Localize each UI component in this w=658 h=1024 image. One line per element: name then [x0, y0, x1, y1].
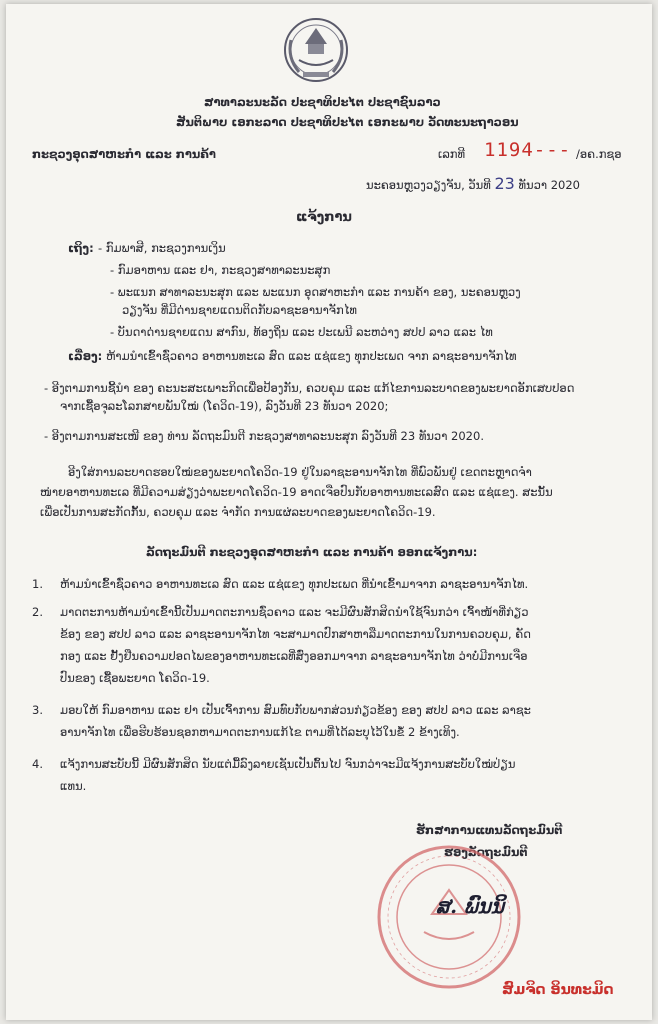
header-line-1: ສາທາລະນະລັດ ປະຊາທິປະໄຕ ປະຊາຊົນລາວ: [204, 95, 441, 109]
recipient-item: - ກົມອາຫານ ແລະ ຢາ, ກະຊວງສາທາລະນະສຸກ: [110, 263, 331, 277]
signature-on-behalf: ຮັກສາການແທນລັດຖະມົນຕີ: [416, 823, 563, 837]
point-number: 2.: [32, 605, 43, 619]
recipient-item: ວຽງຈັນ ທີ່ມີດ່ານຊາຍແດນຕິດກັບລາຊະອານາຈັກໄທ: [122, 303, 357, 317]
subject-text: ຫ້າມນຳເຂົ້າຊົ່ວຄາວ ອາຫານທະເລ ສົດ ແລະ ແຊ່ແຂງ ທຸກປະເພດ ຈາກ ລາຊະອານາຈັກໄທ: [106, 349, 517, 363]
date-day: 23: [494, 174, 515, 193]
point-number: 1.: [32, 577, 43, 591]
page-title: ແຈ້ງການ: [296, 210, 352, 225]
recipients-label: ເຖິງ:: [68, 241, 94, 255]
reference-suffix: /ອຄ.ກຊອ: [576, 147, 622, 161]
date-rest: ທັນວາ 2020: [518, 178, 580, 192]
reference-number: 1194---: [484, 139, 572, 161]
point-line: ຫ້າມນຳເຂົ້າຊົ່ວຄາວ ອາຫານທະເລ ສົດ ແລະ ແຊ່ແຂງ ທຸກປະເພດ ທີ່ນຳເຂົ້າມາຈາກ ລາຊະອານາຈັກໄທ.: [60, 577, 529, 591]
reference-label: ເລກທີ: [438, 147, 466, 161]
point-line: ແທນ.: [60, 779, 87, 793]
document-page: [6, 4, 652, 1020]
signature-deputy-title: ຮອງລັດຖະມົນຕີ: [444, 845, 528, 859]
point-line: ແຈ້ງການສະບັບນີ້ ມີຜົນສັກສິດ ນັບແຕ່ມື້ລົງລາຍເຊັນເປັນຕົ້ນໄປ ຈົນກວ່າຈະມີແຈ້ງການສະບັບໃໝ່ປ່ຽນ: [60, 757, 516, 771]
date-line: [366, 176, 580, 193]
intro-line: ອີງໃສ່ການລະບາດຮອບໃໝ່ຂອງພະຍາດໂຄວິດ-19 ຢູ່ໃນລາຊະອານາຈັກໄທ ທີ່ພົວພັນຢູ່ ເຂດຕະຫຼາດຈຳ: [68, 465, 532, 479]
handwritten-signature: ສ. ພົນນິ: [436, 894, 505, 918]
point-line: ປົນຂອງ ເຊື້ອພະຍາດ ໂຄວິດ-19.: [60, 671, 210, 685]
reference-item: - ອີງຕາມການຊີ້ນຳ ຂອງ ຄະນະສະເພາະກິດເພື່ອປ້ອງກັນ, ຄວບຄຸມ ແລະ ແກ້ໄຂການລະບາດຂອງພະຍາດອັກເສບປອດ: [44, 381, 575, 395]
point-line: ຂ້ອງ ຂອງ ສປປ ລາວ ແລະ ລາຊະອານາຈັກໄທ ຈະສາມາດປົກສາຫາລືມາດຕະການໃນການຄວບຄຸມ, ຄັດ: [60, 627, 531, 641]
point-line: ອານາຈັກໄທ ເພື່ອຮີບຮ້ອນຊອກຫາມາດຕະການແກ້ໄຂ ຕາມທີ່ໄດ້ລະບຸໄວ້ໃນຂໍ້ 2 ຂ້າງເທິງ.: [60, 725, 460, 739]
point-line: ມອບໃຫ້ ກົມອາຫານ ແລະ ຢາ ເປັນເຈົ້າການ ສົມທົບກັບພາກສ່ວນກ່ຽວຂ້ອງ ຂອງ ສປປ ລາວ ແລະ ລາຊະ: [60, 703, 531, 717]
point-number: 3.: [32, 703, 43, 717]
recipient-item: - ກົມພາສີ, ກະຊວງການເງິນ: [98, 241, 226, 255]
point-line: ມາດຕະການຫ້າມນຳເຂົ້ານີ້ເປັນມາດຕະການຊົ່ວຄາວ ແລະ ຈະມີຜົນສັກສິດນຳໃຊ້ຈົນກວ່າ ເຈົ້າໜ້າທີ່ກ່ຽວ: [60, 605, 529, 619]
recipient-item: - ບັນດາດ່ານຊາຍແດນ ສາກົນ, ທ້ອງຖິ່ນ ແລະ ປະເພນີ ລະຫວ່າງ ສປປ ລາວ ແລະ ໄທ: [110, 325, 493, 339]
intro-line: ເພື່ອເປັນການສະກັດກັ້ນ, ຄວບຄຸມ ແລະ ຈຳກັດ ການແຜ່ລະບາດຂອງພະຍາດໂຄວິດ-19.: [40, 505, 436, 519]
subject-label: ເລື່ອງ:: [68, 349, 103, 363]
reference-item: - ອີງຕາມການສະເໜີ ຂອງ ທ່ານ ລັດຖະມົນຕີ ກະຊວງສາທາລະນະສຸກ ລົງວັນທີ 23 ທັນວາ 2020.: [44, 429, 484, 443]
point-line: ກອງ ແລະ ຢັ້ງຢືນຄວາມປອດໄພຂອງອາຫານທະເລທີ່ສົ່ງອອກມາຈາກ ລາຊະອານາຈັກໄທ ວ່າບໍ່ມີການເຈືອ: [60, 649, 528, 663]
national-emblem-icon: [277, 14, 355, 84]
recipient-item: - ພະແນກ ສາທາລະນະສຸກ ແລະ ພະແນກ ອຸດສາຫະກຳ ແລະ ການຄ້າ ຂອງ, ນະຄອນຫຼວງ: [110, 285, 521, 299]
intro-line: ໜ່າຍອາຫານທະເລ ທີ່ມີຄວາມສ່ຽງວ່າພະຍາດໂຄວິດ-19 ອາດເຈືອປົນກັບອາຫານທະເລສົດ ແລະ ແຊ່ແຂງ. ສະນັ້ນ: [40, 485, 553, 499]
point-number: 4.: [32, 757, 43, 771]
notice-heading: ລັດຖະມົນຕີ ກະຊວງອຸດສາຫະກຳ ແລະ ການຄ້າ ອອກແຈ້ງການ:: [146, 545, 478, 559]
header-line-2: ສັນຕິພາບ ເອກະລາດ ປະຊາທິປະໄຕ ເອກະພາບ ວັດທະນະຖາວອນ: [176, 115, 519, 129]
ministry-name: ກະຊວງອຸດສາຫະກຳ ແລະ ການຄ້າ: [32, 147, 216, 161]
reference-item: ຈາກເຊື້ອຈຸລະໂລກສາຍພັນໃໝ່ (ໂຄວິດ-19), ລົງວັນທີ 23 ທັນວາ 2020;: [60, 399, 389, 413]
signatory-name: ສົມຈິດ ອິນທະມິດ: [502, 982, 614, 998]
date-prefix: ນະຄອນຫຼວງວຽງຈັນ, ວັນທີ: [366, 178, 491, 192]
